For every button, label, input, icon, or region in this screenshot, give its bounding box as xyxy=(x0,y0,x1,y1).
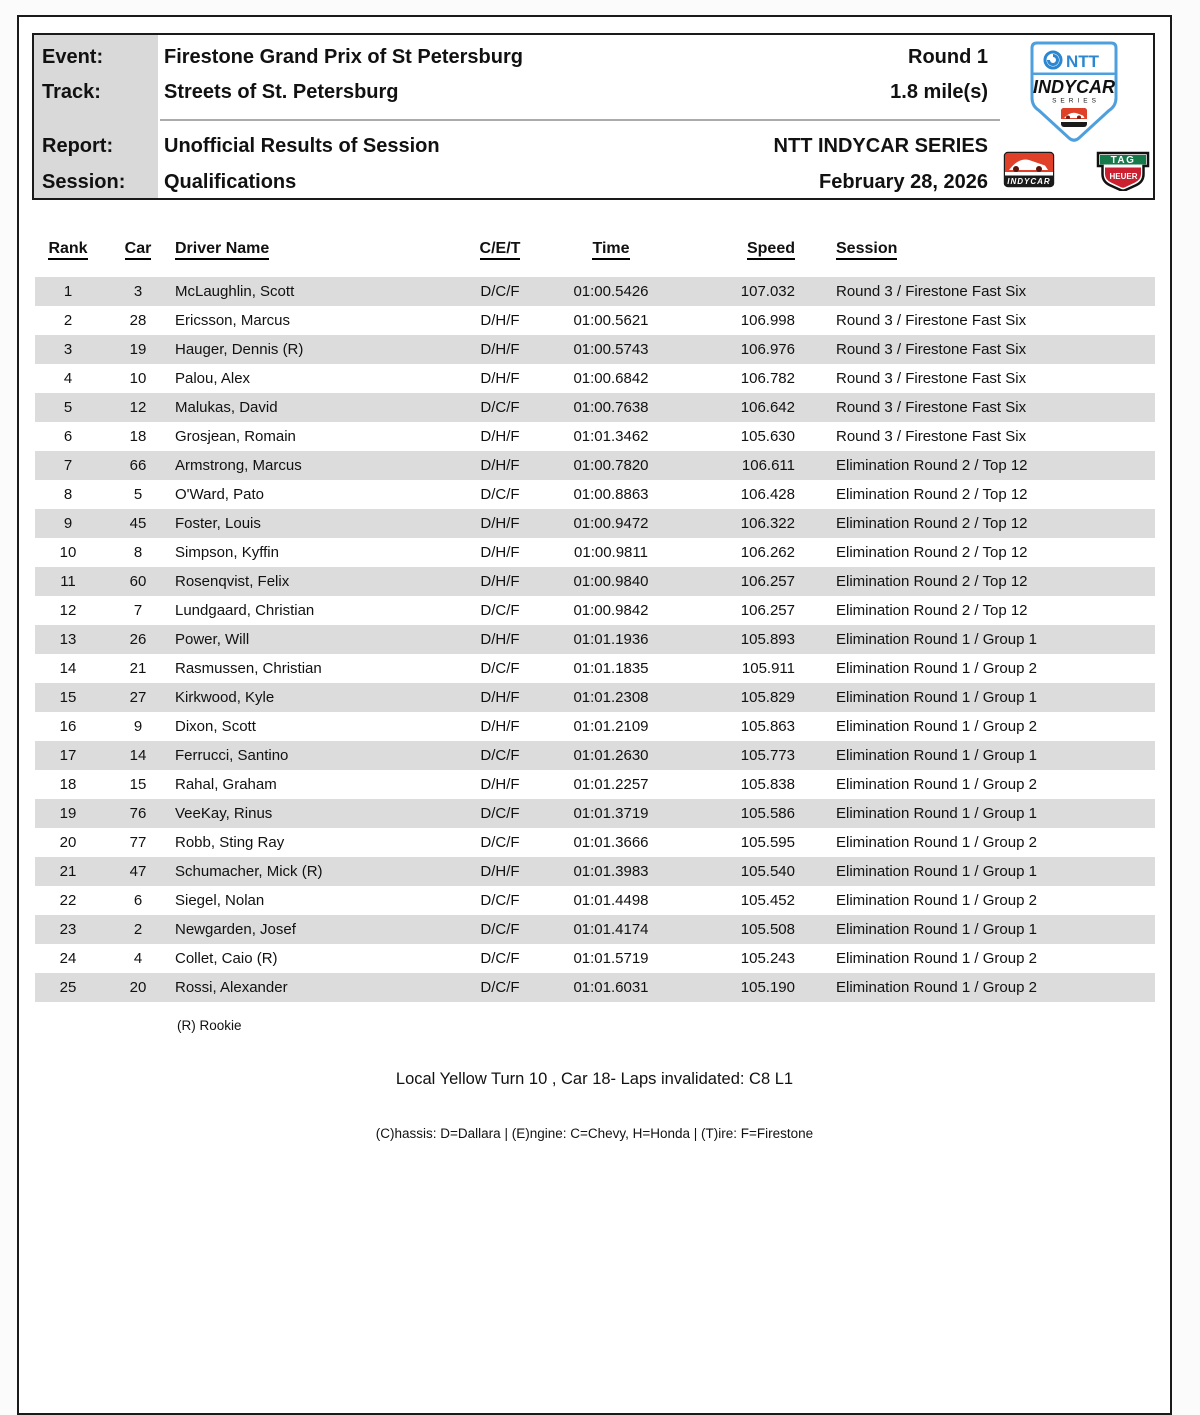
rank-cell: 15 xyxy=(59,689,77,706)
car-cell: 77 xyxy=(129,834,147,851)
rank-cell: 20 xyxy=(59,834,77,851)
rank-cell: 6 xyxy=(63,428,73,445)
rank-cell: 10 xyxy=(59,544,77,561)
car-cell: 66 xyxy=(129,457,147,474)
table-row xyxy=(35,422,1155,451)
driver-cell: Rosenqvist, Felix xyxy=(175,573,290,590)
speed-cell: 105.540 xyxy=(740,863,795,880)
time-cell: 01:00.8863 xyxy=(573,486,649,503)
time-cell: 01:00.5743 xyxy=(573,341,649,358)
car-cell: 7 xyxy=(133,602,143,619)
speed-cell: 105.911 xyxy=(741,660,795,677)
table-row xyxy=(35,741,1155,770)
driver-cell: Palou, Alex xyxy=(175,370,251,387)
table-row xyxy=(35,480,1155,509)
driver-cell: Rahal, Graham xyxy=(175,776,277,793)
time-cell: 01:01.6031 xyxy=(573,979,649,996)
rank-cell: 23 xyxy=(59,921,77,938)
session-cell: Round 3 / Firestone Fast Six xyxy=(836,370,1027,387)
time-cell: 01:00.9811 xyxy=(574,544,648,561)
column-header-speed: Speed xyxy=(677,240,801,266)
table-row xyxy=(35,828,1155,857)
rank-cell: 16 xyxy=(59,718,77,735)
column-header-rank: Rank xyxy=(35,240,101,266)
results-sheet xyxy=(17,15,1172,1415)
session-cell: Round 3 / Firestone Fast Six xyxy=(836,399,1027,416)
session-cell: Elimination Round 1 / Group 2 xyxy=(836,660,1037,677)
time-cell: 01:01.3462 xyxy=(573,428,649,445)
column-header-car: Car xyxy=(101,240,175,266)
event-label: Event: xyxy=(42,46,104,68)
car-cell: 20 xyxy=(129,979,147,996)
track-label: Track: xyxy=(42,81,101,103)
track-value: Streets of St. Petersburg xyxy=(164,81,399,103)
car-cell: 60 xyxy=(129,573,147,590)
cet-cell: D/C/F xyxy=(480,602,520,619)
table-row xyxy=(35,393,1155,422)
time-cell: 01:01.3666 xyxy=(573,834,649,851)
speed-cell: 105.829 xyxy=(740,689,795,706)
cet-cell: D/H/F xyxy=(480,776,520,793)
car-cell: 15 xyxy=(129,776,147,793)
rank-cell: 25 xyxy=(59,979,77,996)
table-row xyxy=(35,451,1155,480)
speed-cell: 105.452 xyxy=(740,892,795,909)
rank-cell: 1 xyxy=(63,283,73,300)
rookie-note: (R) Rookie xyxy=(177,1018,242,1033)
driver-cell: Malukas, David xyxy=(175,399,278,416)
results-body xyxy=(35,277,1155,1002)
time-cell: 01:01.3983 xyxy=(573,863,649,880)
car-cell: 27 xyxy=(129,689,147,706)
table-row xyxy=(35,567,1155,596)
driver-cell: Ferrucci, Santino xyxy=(175,747,289,764)
indycar-wordmark: INDYCAR xyxy=(1032,77,1116,97)
rank-cell: 17 xyxy=(59,747,77,764)
speed-cell: 107.032 xyxy=(740,283,795,300)
car-cell: 47 xyxy=(129,863,147,880)
table-row xyxy=(35,915,1155,944)
cet-cell: D/C/F xyxy=(480,834,520,851)
rank-cell: 24 xyxy=(59,950,77,967)
speed-cell: 105.586 xyxy=(740,805,795,822)
car-cell: 14 xyxy=(129,747,147,764)
speed-cell: 105.508 xyxy=(740,921,795,938)
speed-cell: 106.611 xyxy=(741,457,795,474)
car-cell: 21 xyxy=(129,660,147,677)
driver-cell: Rossi, Alexander xyxy=(175,979,288,996)
event-date: February 28, 2026 xyxy=(819,171,988,193)
table-row xyxy=(35,886,1155,915)
session-cell: Elimination Round 1 / Group 2 xyxy=(836,979,1037,996)
shield-band-icon xyxy=(1032,73,1116,76)
heuer-wordmark: HEUER xyxy=(1109,172,1138,181)
cet-cell: D/H/F xyxy=(480,631,520,648)
rank-cell: 21 xyxy=(59,863,77,880)
time-cell: 01:01.2630 xyxy=(573,747,649,764)
session-cell: Elimination Round 1 / Group 1 xyxy=(836,747,1037,764)
driver-cell: Collet, Caio (R) xyxy=(175,950,278,967)
session-cell: Round 3 / Firestone Fast Six xyxy=(836,341,1027,358)
session-cell: Elimination Round 1 / Group 1 xyxy=(836,689,1037,706)
session-cell: Elimination Round 2 / Top 12 xyxy=(836,457,1028,474)
cet-cell: D/H/F xyxy=(480,689,520,706)
distance-value: 1.8 mile(s) xyxy=(890,81,988,103)
tag-heuer-logo-icon xyxy=(1096,151,1150,191)
driver-cell: Lundgaard, Christian xyxy=(175,602,315,619)
speed-cell: 106.976 xyxy=(740,341,795,358)
speed-cell: 106.428 xyxy=(740,486,795,503)
cet-cell: D/H/F xyxy=(480,573,520,590)
table-row xyxy=(35,538,1155,567)
car-cell: 12 xyxy=(129,399,147,416)
car-cell: 5 xyxy=(133,486,143,503)
session-cell: Elimination Round 1 / Group 2 xyxy=(836,834,1037,851)
table-row xyxy=(35,654,1155,683)
car-cell: 4 xyxy=(133,950,143,967)
table-row xyxy=(35,712,1155,741)
event-value: Firestone Grand Prix of St Petersburg xyxy=(164,46,523,68)
speed-cell: 106.998 xyxy=(740,312,795,329)
time-cell: 01:00.7638 xyxy=(573,399,649,416)
cet-cell: D/C/F xyxy=(480,283,520,300)
table-row xyxy=(35,683,1155,712)
cet-cell: D/C/F xyxy=(480,892,520,909)
column-header-cet: C/E/T xyxy=(455,240,545,266)
cet-cell: D/C/F xyxy=(480,486,520,503)
cet-cell: D/C/F xyxy=(480,805,520,822)
session-cell: Elimination Round 1 / Group 2 xyxy=(836,776,1037,793)
report-header xyxy=(32,33,1155,200)
cet-cell: D/H/F xyxy=(480,341,520,358)
time-cell: 01:00.9842 xyxy=(573,602,649,619)
speed-cell: 105.863 xyxy=(740,718,795,735)
rank-cell: 2 xyxy=(63,312,73,329)
car-cell: 45 xyxy=(129,515,147,532)
session-cell: Elimination Round 1 / Group 1 xyxy=(836,805,1037,822)
table-row xyxy=(35,277,1155,306)
cet-cell: D/C/F xyxy=(480,660,520,677)
driver-cell: Siegel, Nolan xyxy=(175,892,265,909)
driver-cell: Newgarden, Josef xyxy=(175,921,296,938)
indycar-car-emblem-icon xyxy=(1061,108,1087,127)
series-name: NTT INDYCAR SERIES xyxy=(773,135,988,157)
car-cell: 2 xyxy=(133,921,143,938)
table-row xyxy=(35,596,1155,625)
session-cell: Elimination Round 1 / Group 2 xyxy=(836,718,1037,735)
table-row xyxy=(35,973,1155,1002)
session-cell: Round 3 / Firestone Fast Six xyxy=(836,428,1027,445)
speed-cell: 105.773 xyxy=(740,747,795,764)
speed-cell: 106.262 xyxy=(740,544,795,561)
speed-cell: 106.257 xyxy=(740,573,795,590)
column-header-driver: Driver Name xyxy=(175,240,455,266)
speed-cell: 106.782 xyxy=(740,370,795,387)
cet-cell: D/H/F xyxy=(480,312,520,329)
table-row xyxy=(35,770,1155,799)
session-cell: Round 3 / Firestone Fast Six xyxy=(836,312,1027,329)
rank-cell: 13 xyxy=(59,631,77,648)
time-cell: 01:00.5621 xyxy=(573,312,649,329)
time-cell: 01:01.2257 xyxy=(573,776,649,793)
time-cell: 01:00.9472 xyxy=(573,515,649,532)
car-cell: 28 xyxy=(129,312,147,329)
rank-cell: 9 xyxy=(63,515,73,532)
session-cell: Elimination Round 1 / Group 2 xyxy=(836,950,1037,967)
cet-cell: D/H/F xyxy=(480,718,520,735)
driver-cell: Armstrong, Marcus xyxy=(175,457,302,474)
time-cell: 01:01.4174 xyxy=(573,921,649,938)
time-cell: 01:01.2308 xyxy=(573,689,649,706)
series-wordmark: SERIES xyxy=(1052,97,1100,105)
header-divider xyxy=(160,119,1000,121)
cet-cell: D/H/F xyxy=(480,863,520,880)
rank-cell: 8 xyxy=(63,486,73,503)
driver-cell: Foster, Louis xyxy=(175,515,261,532)
car-cell: 3 xyxy=(133,283,143,300)
car-cell: 6 xyxy=(133,892,143,909)
driver-cell: Rasmussen, Christian xyxy=(175,660,322,677)
ntt-wordmark: NTT xyxy=(1066,52,1100,71)
rank-cell: 7 xyxy=(63,457,73,474)
rank-cell: 22 xyxy=(59,892,77,909)
driver-cell: Dixon, Scott xyxy=(175,718,256,735)
session-cell: Elimination Round 2 / Top 12 xyxy=(836,602,1028,619)
driver-cell: Robb, Sting Ray xyxy=(175,834,285,851)
driver-cell: McLaughlin, Scott xyxy=(175,283,295,300)
speed-cell: 106.642 xyxy=(740,399,795,416)
rank-cell: 5 xyxy=(63,399,73,416)
logo-block xyxy=(1001,35,1153,198)
speed-cell: 106.322 xyxy=(740,515,795,532)
rank-cell: 4 xyxy=(63,370,73,387)
ntt-indycar-series-logo-icon xyxy=(1028,41,1120,145)
cet-cell: D/H/F xyxy=(480,544,520,561)
time-cell: 01:01.4498 xyxy=(573,892,649,909)
car-cell: 10 xyxy=(129,370,147,387)
speed-cell: 105.630 xyxy=(740,428,795,445)
cet-cell: D/H/F xyxy=(480,457,520,474)
driver-cell: O'Ward, Pato xyxy=(175,486,265,503)
session-cell: Elimination Round 1 / Group 1 xyxy=(836,863,1037,880)
time-cell: 01:01.1936 xyxy=(573,631,649,648)
driver-cell: VeeKay, Rinus xyxy=(175,805,273,822)
session-cell: Elimination Round 2 / Top 12 xyxy=(836,544,1028,561)
driver-cell: Schumacher, Mick (R) xyxy=(175,863,323,880)
session-cell: Elimination Round 2 / Top 12 xyxy=(836,486,1028,503)
rank-cell: 19 xyxy=(59,805,77,822)
session-cell: Elimination Round 1 / Group 2 xyxy=(836,892,1037,909)
indycar-badge-icon xyxy=(1003,151,1055,188)
results-table-header xyxy=(35,240,1155,266)
driver-cell: Power, Will xyxy=(175,631,250,648)
speed-cell: 105.838 xyxy=(740,776,795,793)
time-cell: 01:01.2109 xyxy=(573,718,649,735)
time-cell: 01:00.9840 xyxy=(573,573,649,590)
speed-cell: 105.595 xyxy=(740,834,795,851)
session-cell: Elimination Round 2 / Top 12 xyxy=(836,515,1028,532)
session-cell: Elimination Round 1 / Group 1 xyxy=(836,631,1037,648)
time-cell: 01:00.5426 xyxy=(573,283,649,300)
driver-cell: Hauger, Dennis (R) xyxy=(175,341,304,358)
time-cell: 01:01.1835 xyxy=(573,660,649,677)
table-row xyxy=(35,306,1155,335)
session-cell: Elimination Round 1 / Group 1 xyxy=(836,921,1037,938)
car-cell: 26 xyxy=(129,631,147,648)
legend-note: (C)hassis: D=Dallara | (E)ngine: C=Chevy, H=Honda | (T)ire: F=Firestone xyxy=(375,1126,814,1141)
column-header-session: Session xyxy=(801,240,1155,266)
rank-cell: 18 xyxy=(59,776,77,793)
driver-cell: Kirkwood, Kyle xyxy=(175,689,275,706)
report-value: Unofficial Results of Session xyxy=(164,135,440,157)
rank-cell: 3 xyxy=(63,341,73,358)
car-cell: 9 xyxy=(133,718,143,735)
rank-cell: 12 xyxy=(59,602,77,619)
time-cell: 01:00.6842 xyxy=(573,370,649,387)
time-cell: 01:00.7820 xyxy=(573,457,649,474)
car-cell: 76 xyxy=(129,805,147,822)
cet-cell: D/C/F xyxy=(480,979,520,996)
speed-cell: 105.190 xyxy=(740,979,795,996)
cet-cell: D/C/F xyxy=(480,921,520,938)
rank-cell: 11 xyxy=(60,573,76,590)
cet-cell: D/C/F xyxy=(480,399,520,416)
table-row xyxy=(35,799,1155,828)
table-row xyxy=(35,944,1155,973)
speed-cell: 106.257 xyxy=(740,602,795,619)
incident-note: Local Yellow Turn 10 , Car 18- Laps invalidated: C8 L1 xyxy=(395,1070,794,1088)
session-cell: Elimination Round 2 / Top 12 xyxy=(836,573,1028,590)
session-value: Qualifications xyxy=(164,171,297,193)
session-cell: Round 3 / Firestone Fast Six xyxy=(836,283,1027,300)
time-cell: 01:01.5719 xyxy=(573,950,649,967)
table-row xyxy=(35,625,1155,654)
car-cell: 8 xyxy=(133,544,143,561)
driver-cell: Simpson, Kyffin xyxy=(175,544,279,561)
report-label: Report: xyxy=(42,135,114,157)
cet-cell: D/H/F xyxy=(480,515,520,532)
time-cell: 01:01.3719 xyxy=(573,805,649,822)
cet-cell: D/H/F xyxy=(480,428,520,445)
tag-wordmark: TAG xyxy=(1110,155,1136,166)
cet-cell: D/C/F xyxy=(480,950,520,967)
session-label: Session: xyxy=(42,171,126,193)
round-value: Round 1 xyxy=(908,46,988,68)
driver-cell: Ericsson, Marcus xyxy=(175,312,291,329)
driver-cell: Grosjean, Romain xyxy=(175,428,296,445)
table-row xyxy=(35,509,1155,538)
car-cell: 18 xyxy=(129,428,147,445)
table-row xyxy=(35,857,1155,886)
column-header-time: Time xyxy=(545,240,677,266)
cet-cell: D/H/F xyxy=(480,370,520,387)
table-row xyxy=(35,335,1155,364)
car-cell: 19 xyxy=(129,341,147,358)
speed-cell: 105.893 xyxy=(740,631,795,648)
cet-cell: D/C/F xyxy=(480,747,520,764)
table-row xyxy=(35,364,1155,393)
rank-cell: 14 xyxy=(59,660,77,677)
speed-cell: 105.243 xyxy=(740,950,795,967)
indycar-badge-wordmark: INDYCAR xyxy=(1007,177,1051,186)
